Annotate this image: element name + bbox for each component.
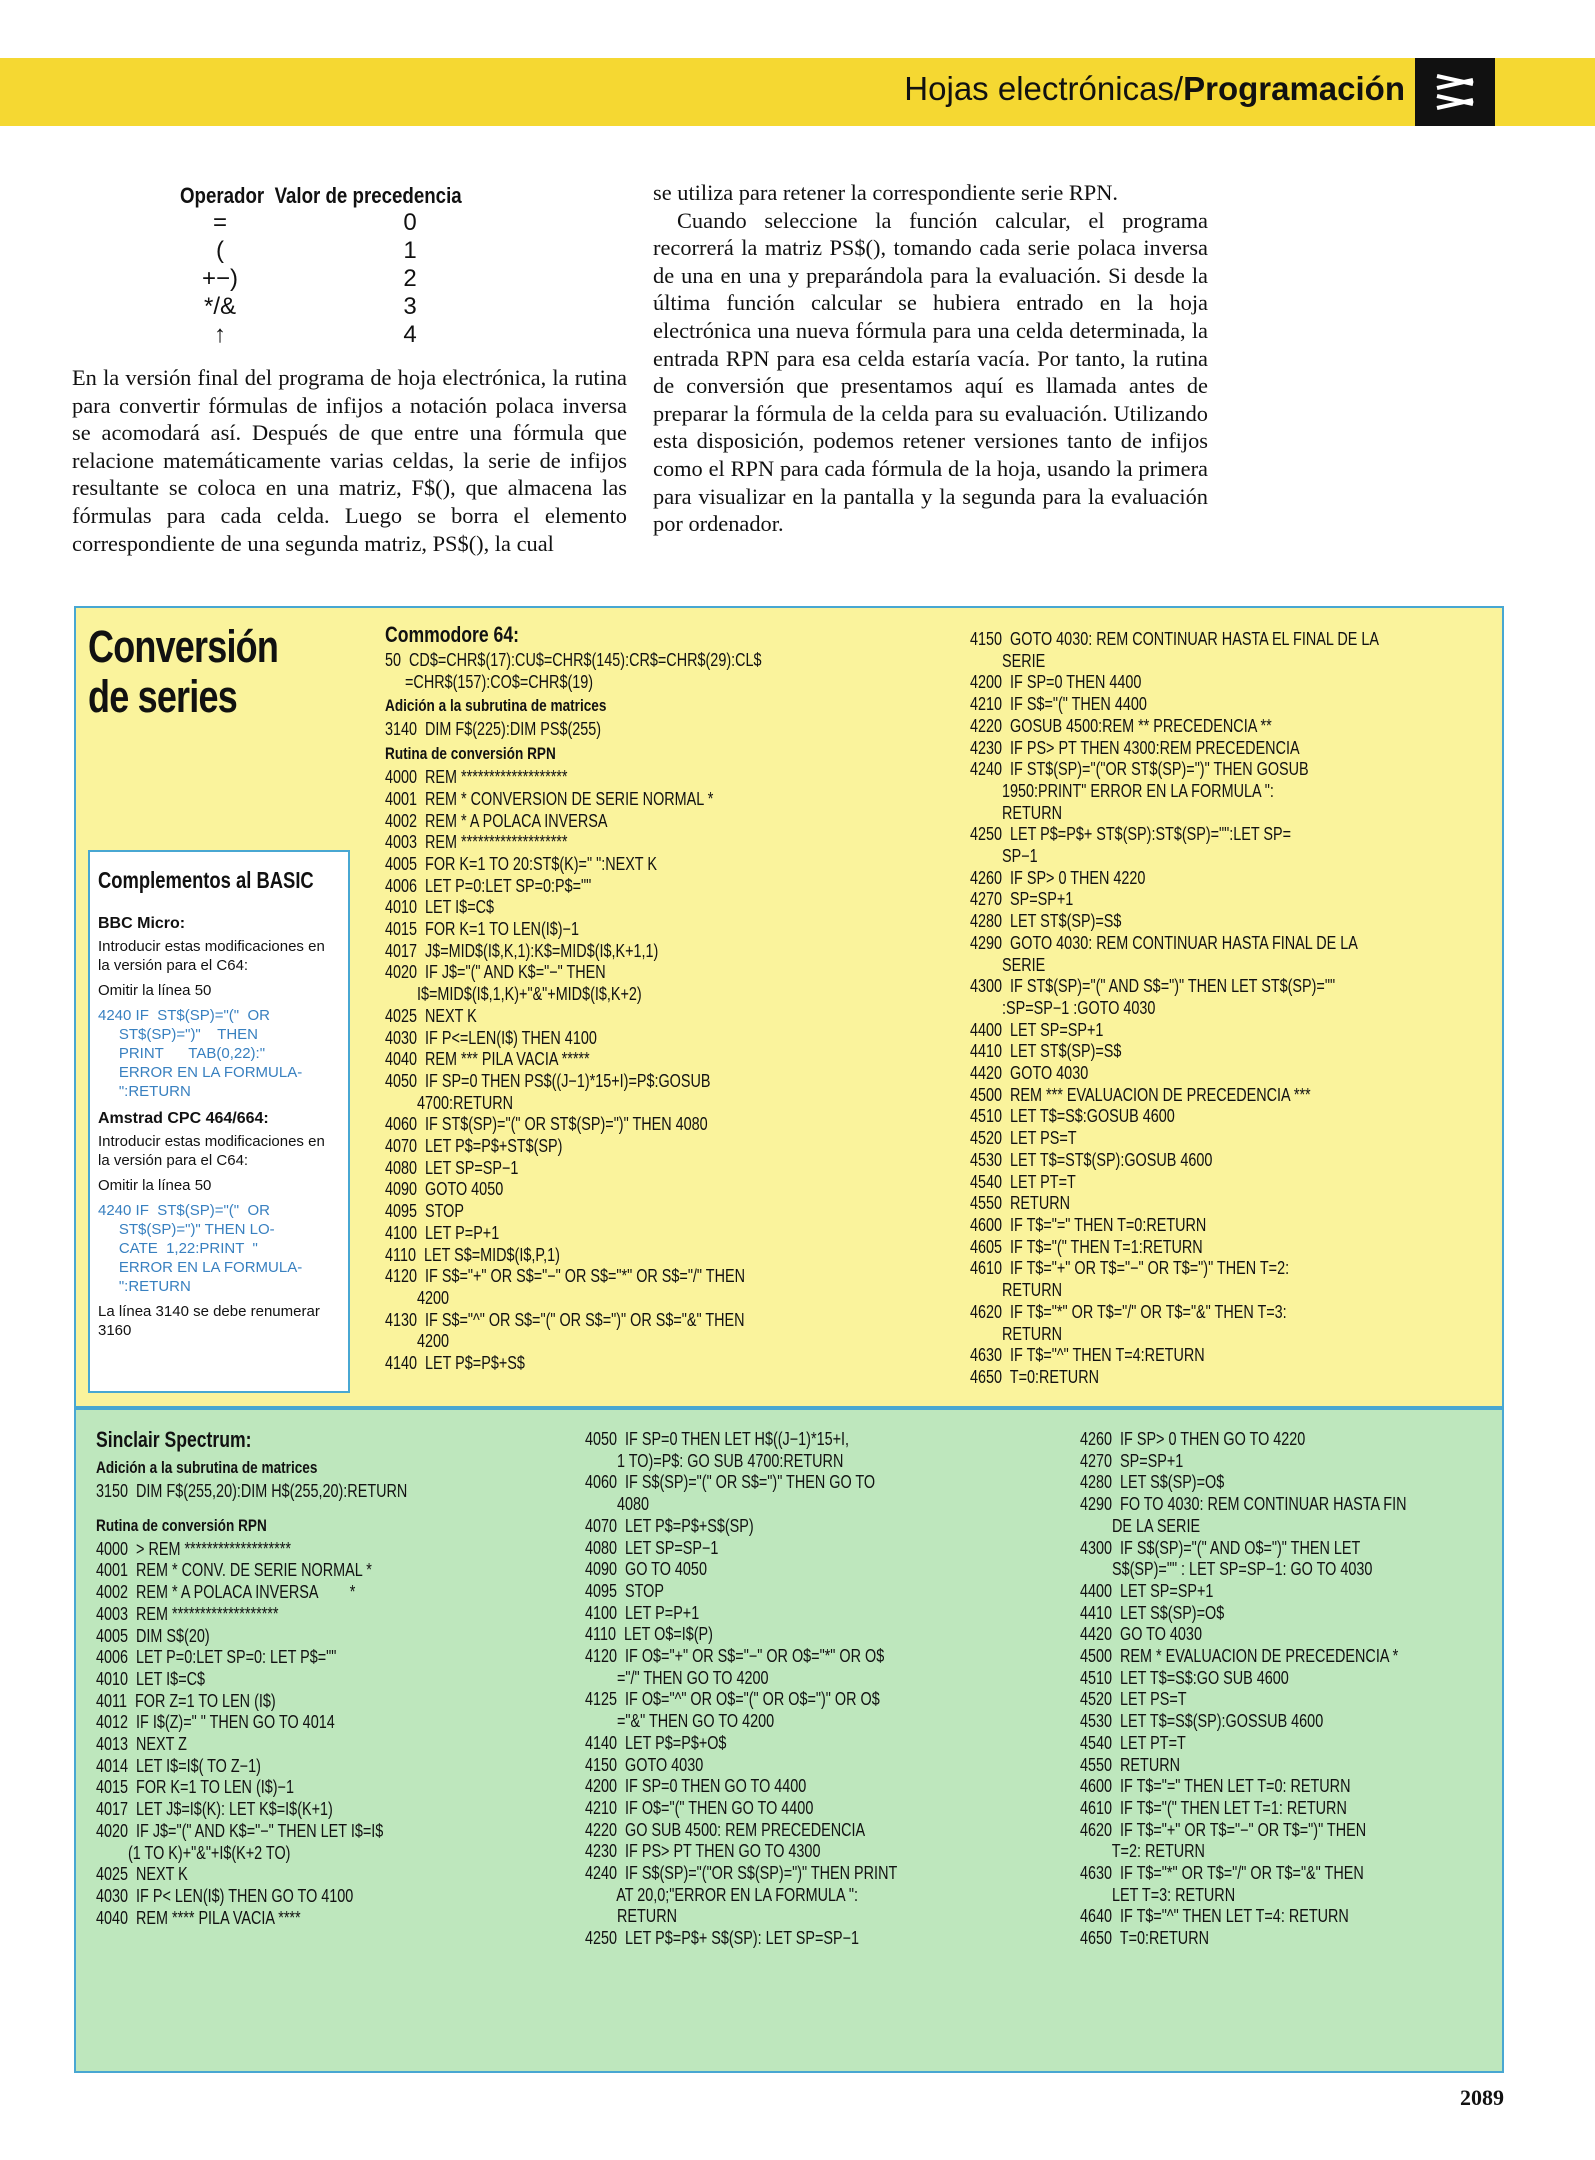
- code-line: 4070 LET P$=P$+ST$(SP): [385, 1136, 563, 1157]
- bbc-code: 4240 IF ST$(SP)="(" OR ST$(SP)=")" THEN PRINT TAB(0,22):" ERROR EN LA FORMULA- ":RETURN: [98, 1007, 303, 1100]
- code-line: ="&" THEN GO TO 4200: [585, 1711, 775, 1732]
- precedence-row: +−) 2: [201, 265, 417, 292]
- c64-rpn-heading: Rutina de conversión RPN: [385, 744, 556, 764]
- code-line: 4040 REM **** PILA VACIA ****: [96, 1907, 301, 1928]
- section-banner: [0, 58, 1595, 126]
- code-line: SP−1: [970, 846, 1038, 867]
- code-line: 4000 > REM *******************: [96, 1538, 291, 1559]
- code-line: 4002 REM * A POLACA INVERSA: [385, 810, 608, 831]
- code-line: 4230 IF PS> PT THEN GO TO 4300: [585, 1841, 821, 1862]
- code-line: 4090 GO TO 4050: [585, 1559, 707, 1580]
- amstrad-code: 4240 IF ST$(SP)="(" OR ST$(SP)=")" THEN LO- CATE 1,22:PRINT " ERROR EN LA FORMULA- ":RETURN: [98, 1202, 303, 1295]
- precedence-row: = 0: [212, 209, 417, 236]
- code-line: SERIE: [970, 650, 1046, 671]
- box-title: Conversión de series: [88, 621, 279, 722]
- body-text-right: se utiliza para retener la correspondiente serie RPN. Cuando seleccione la función calcular, el programa recorrerá la matriz PS$(), tomando cada serie polaca inversa de una en una y preparándola para la evaluación. Si desde la última función calcular se hubiera entrado en la hoja electrónica una nueva fórmula para una celda determinada, la entrada RPN para esa celda estaría vacía. Por tanto, la rutina de conversión que presentamos aquí es llamada antes de preparar la fórmula de la celda para su evaluación. Utilizando esta disposición, podemos retener versiones tanto de infijos como el RPN para cada fórmula de la hoja, usando la primera para visualizar en la pantalla y la segunda para la evaluación por ordenador.: [653, 180, 1208, 537]
- code-lines: [970, 629, 1490, 1389]
- code-line: 4230 IF PS> PT THEN 4300:REM PRECEDENCIA: [970, 737, 1300, 758]
- section-title-part2: Programación: [1183, 70, 1405, 107]
- code-line: 4630 IF T$="*" OR T$="/" OR T$="&" THEN: [1080, 1863, 1364, 1884]
- code-line: 4150 GOTO 4030: [585, 1754, 704, 1775]
- code-line: 4095 STOP: [385, 1201, 464, 1222]
- basic-complements-sidebar: Complementos al BASIC BBC Micro: Introducir estas modificaciones en la versión para el C64: Omitir la línea 50 4240 IF ST$(SP)="(" OR ST$(SP)=")" THEN PRINT TAB(0,22):" ERROR EN LA FORMULA- ":RETURN Amstrad CPC 464/664: Introducir estas modificaciones en la versión para el C64: Omitir la línea 50 4240 IF ST$(SP)="(" OR ST$(SP)=")" THEN LO- CATE 1,22:PRINT " ERROR EN LA FORMULA- ":RETURN La línea 3140 se debe renumerar 3160: [88, 850, 350, 1393]
- code-line: 4270 SP=SP+1: [970, 889, 1074, 910]
- code-line: 4600 IF T$="=" THEN LET T=0: RETURN: [1080, 1776, 1351, 1797]
- code-line: 4030 IF P<=LEN(I$) THEN 4100: [385, 1027, 597, 1048]
- code-line: 4200: [385, 1331, 450, 1352]
- code-line: 4010 LET I$=C$: [96, 1668, 206, 1689]
- code-line: 50 CD$=CHR$(17):CU$=CHR$(145):CR$=CHR$(29):CL$: [385, 650, 762, 670]
- code-line: 4540 LET PT=T: [1080, 1732, 1186, 1753]
- code-line: 4410 LET S$(SP)=O$: [1080, 1602, 1225, 1623]
- code-line: 4250 LET P$=P$+ S$(SP): LET SP=SP−1: [585, 1928, 860, 1949]
- code-line: 4012 IF I$(Z)=" " THEN GO TO 4014: [96, 1712, 335, 1733]
- code-line: 4210 IF O$="(" THEN GO TO 4400: [585, 1797, 814, 1818]
- code-line: 4110 LET O$=I$(P): [585, 1624, 713, 1645]
- code-line: 4017 J$=MID$(I$,K,1):K$=MID$(I$,K+1,1): [385, 940, 659, 961]
- section-title-part1: Hojas electrónicas/: [904, 70, 1184, 107]
- code-line: 3140 DIM F$(225):DIM PS$(255): [385, 719, 602, 740]
- code-line: 4300 IF ST$(SP)="(" AND S$=")" THEN LET ST$(SP)="": [970, 976, 1336, 997]
- code-line: 4100 LET P=P+1: [585, 1602, 700, 1623]
- code-line: 4014 LET I$=I$( TO Z−1): [96, 1755, 261, 1776]
- code-line: =CHR$(157):CO$=CHR$(19): [385, 671, 594, 692]
- code-line: 4605 IF T$="(" THEN T=1:RETURN: [970, 1236, 1203, 1257]
- code-line: 4003 REM *******************: [96, 1603, 279, 1624]
- code-line: I$=MID$(I$,1,K)+"&"+MID$(I$,K+2): [385, 984, 642, 1005]
- code-line: 4040 REM *** PILA VACIA *****: [385, 1049, 590, 1070]
- code-line: 4025 NEXT K: [96, 1864, 188, 1885]
- code-line: 4140 LET P$=P$+O$: [585, 1732, 727, 1753]
- code-line: 4080 LET SP=SP−1: [585, 1537, 719, 1558]
- code-line: 4015 FOR K=1 TO LEN (I$)−1: [96, 1777, 294, 1798]
- code-line: 4090 GOTO 4050: [385, 1179, 504, 1200]
- code-line: 4500 REM *** EVALUACION DE PRECEDENCIA ***: [970, 1084, 1311, 1105]
- c64-matrices-heading: Adición a la subrutina de matrices: [385, 696, 607, 716]
- code-line: RETURN: [970, 802, 1063, 823]
- code-line: 4080: [585, 1494, 650, 1515]
- c64-code-column-1: [385, 620, 945, 1375]
- code-line: 4260 IF SP> 0 THEN 4220: [970, 867, 1146, 888]
- code-line: 4240 IF S$(SP)="("OR S$(SP)=")" THEN PRINT: [585, 1863, 898, 1884]
- body-text-left: En la versión final del programa de hoja electrónica, la rutina para convertir fórmulas de infijos a notación polaca inversa se acomodará así. Después de que entre una fórmula que relacione matemáticamente varias celdas, la serie de infijos resultante se coloca en una matriz, F$(), que almacena las fórmulas para cada celda. Luego se borra el elemento correspondiente de una segunda matriz, PS$(), la cual: [72, 365, 627, 556]
- code-line: 4500 REM * EVALUACION DE PRECEDENCIA *: [1080, 1646, 1399, 1667]
- code-lines: [1080, 1429, 1500, 1950]
- spectrum-matrices-heading: Adición a la subrutina de matrices: [96, 1458, 318, 1477]
- code-line: 4110 LET S$=MID$(I$,P,1): [385, 1244, 560, 1265]
- code-line: 4095 STOP: [585, 1580, 664, 1601]
- code-line: 4420 GOTO 4030: [970, 1063, 1089, 1084]
- code-line: 4002 REM * A POLACA INVERSA *: [96, 1582, 356, 1603]
- code-line: 4240 IF ST$(SP)="("OR ST$(SP)=")" THEN GOSUB: [970, 759, 1309, 780]
- code-line: 4125 IF O$="^" OR O$="(" OR O$=")" OR O$: [585, 1689, 880, 1710]
- code-line: 3150 DIM F$(255,20):DIM H$(255,20):RETURN: [96, 1481, 408, 1501]
- code-line: 4070 LET P$=P$+S$(SP): [585, 1515, 754, 1536]
- code-line: 4520 LET PS=T: [970, 1128, 1077, 1149]
- code-lines: [385, 767, 945, 1375]
- spectrum-code-column-1: [96, 1425, 566, 1929]
- code-line: 4001 REM * CONV. DE SERIE NORMAL *: [96, 1560, 372, 1581]
- code-line: 4220 GO SUB 4500: REM PRECEDENCIA: [585, 1819, 866, 1840]
- code-line: RETURN: [970, 1323, 1063, 1344]
- code-line: 4080 LET SP=SP−1: [385, 1157, 519, 1178]
- precedence-row: ↑ 4: [214, 321, 417, 348]
- precedence-table: [180, 183, 510, 349]
- code-line: 4300 IF S$(SP)="(" AND O$=")" THEN LET: [1080, 1537, 1361, 1558]
- code-line: AT 20,0;"ERROR EN LA FORMULA ":: [585, 1884, 858, 1905]
- code-line: 4006 LET P=0:LET SP=0: LET P$="": [96, 1647, 337, 1668]
- code-line: 4130 IF S$="^" OR S$="(" OR S$=")" OR S$="&" THEN: [385, 1309, 745, 1330]
- code-line: 4005 FOR K=1 TO 20:ST$(K)=" ":NEXT K: [385, 853, 657, 874]
- code-line: SERIE: [970, 954, 1046, 975]
- page-number: 2089: [1460, 2085, 1504, 2110]
- code-line: 4630 IF T$="^" THEN T=4:RETURN: [970, 1345, 1205, 1366]
- code-line: 4060 IF ST$(SP)="(" OR ST$(SP)=")" THEN 4080: [385, 1114, 708, 1135]
- code-line: 4020 IF J$="(" AND K$="−" THEN LET I$=I$: [96, 1820, 384, 1841]
- code-line: 4050 IF SP=0 THEN LET H$((J−1)*15+I,: [585, 1429, 849, 1449]
- code-line: 4001 REM * CONVERSION DE SERIE NORMAL *: [385, 788, 714, 809]
- spectrum-rpn-heading: Rutina de conversión RPN: [96, 1515, 267, 1535]
- code-line: 4650 T=0:RETURN: [970, 1366, 1099, 1387]
- code-line: :SP=SP−1 :GOTO 4030: [970, 997, 1156, 1018]
- code-line: 4620 IF T$="*" OR T$="/" OR T$="&" THEN T=3:: [970, 1301, 1287, 1322]
- code-line: 4600 IF T$="=" THEN T=0:RETURN: [970, 1214, 1207, 1235]
- code-line: 4550 RETURN: [970, 1193, 1071, 1214]
- code-line: 4700:RETURN: [385, 1092, 514, 1113]
- code-line: 4120 IF S$="+" OR S$="−" OR S$="*" OR S$="/" THEN: [385, 1266, 745, 1287]
- section-title: [904, 70, 1405, 108]
- code-line: 4050 IF SP=0 THEN PS$((J−1)*15+I)=P$:GOSUB: [385, 1070, 711, 1091]
- code-line: S$(SP)="" : LET SP=SP−1: GO TO 4030: [1080, 1559, 1373, 1580]
- code-line: 1950:PRINT" ERROR EN LA FORMULA ":: [970, 780, 1274, 801]
- c64-heading: Commodore 64:: [385, 622, 519, 647]
- code-line: 4100 LET P=P+1: [385, 1222, 500, 1243]
- code-line: 4200 IF SP=0 THEN GO TO 4400: [585, 1776, 807, 1797]
- code-line: 4150 GOTO 4030: REM CONTINUAR HASTA EL FINAL DE LA: [970, 629, 1379, 649]
- precedence-row: ( 1: [216, 237, 417, 264]
- code-line: 4400 LET SP=SP+1: [970, 1019, 1104, 1040]
- spectrum-code-column-2: [585, 1429, 1055, 1950]
- code-line: 4520 LET PS=T: [1080, 1689, 1187, 1710]
- code-line: 4003 REM *******************: [385, 832, 568, 853]
- code-line: 4200: [385, 1287, 450, 1308]
- code-line: 4220 GOSUB 4500:REM ** PRECEDENCIA **: [970, 715, 1272, 736]
- code-line: RETURN: [585, 1906, 678, 1927]
- code-lines: [96, 1539, 566, 1930]
- spectrum-code-column-3: [1080, 1429, 1500, 1950]
- code-line: 4290 FO TO 4030: REM CONTINUAR HASTA FIN: [1080, 1494, 1407, 1515]
- code-line: 4510 LET T$=S$:GO SUB 4600: [1080, 1667, 1289, 1688]
- code-line: 4610 IF T$="+" OR T$="−" OR T$=")" THEN T=2:: [970, 1258, 1290, 1279]
- code-line: 4620 IF T$="+" OR T$="−" OR T$=")" THEN: [1080, 1819, 1367, 1840]
- code-line: 4270 SP=SP+1: [1080, 1450, 1184, 1471]
- code-line: 4025 NEXT K: [385, 1005, 477, 1026]
- code-lines: [585, 1429, 1055, 1950]
- code-line: 4280 LET ST$(SP)=S$: [970, 911, 1122, 932]
- renumber-note: La línea 3140 se debe renumerar 3160: [98, 1303, 320, 1339]
- code-line: 4260 IF SP> 0 THEN GO TO 4220: [1080, 1429, 1306, 1449]
- code-line: 4000 REM *******************: [385, 767, 568, 788]
- code-line: 4017 LET J$=I$(K): LET K$=I$(K+1): [96, 1799, 333, 1820]
- code-line: 4030 IF P< LEN(I$) THEN GO TO 4100: [96, 1885, 354, 1906]
- code-line: 4650 T=0:RETURN: [1080, 1928, 1209, 1949]
- code-line: 4530 LET T$=S$(SP):GOSSUB 4600: [1080, 1711, 1324, 1732]
- bbc-heading: BBC Micro:: [98, 915, 186, 932]
- code-line: 4550 RETURN: [1080, 1754, 1181, 1775]
- sidebar-title: Complementos al BASIC: [98, 867, 314, 893]
- precedence-row: */& 3: [203, 293, 417, 320]
- code-line: 4510 LET T$=S$:GOSUB 4600: [970, 1106, 1175, 1127]
- code-line: 4290 GOTO 4030: REM CONTINUAR HASTA FINAL DE LA: [970, 932, 1358, 953]
- precedence-table-header: Operador Valor de precedencia: [180, 183, 462, 208]
- series-logo-icon: [1415, 58, 1495, 126]
- code-line: 4420 GO TO 4030: [1080, 1624, 1202, 1645]
- code-line: 4250 LET P$=P$+ ST$(SP):ST$(SP)="":LET SP=: [970, 824, 1292, 845]
- spectrum-heading: Sinclair Spectrum:: [96, 1427, 252, 1452]
- code-line: 1 TO)=P$: GO SUB 4700:RETURN: [585, 1450, 844, 1471]
- code-line: 4006 LET P=0:LET SP=0:P$="": [385, 875, 592, 896]
- code-line: (1 TO K)+"&"+I$(K+2 TO): [96, 1842, 291, 1863]
- code-line: 4011 FOR Z=1 TO LEN (I$): [96, 1690, 276, 1711]
- code-line: 4640 IF T$="^" THEN LET T=4: RETURN: [1080, 1906, 1349, 1927]
- amstrad-heading: Amstrad CPC 464/664:: [98, 1110, 269, 1127]
- code-line: 4020 IF J$="(" AND K$="−" THEN: [385, 962, 606, 983]
- code-line: 4410 LET ST$(SP)=S$: [970, 1041, 1122, 1062]
- code-line: 4120 IF O$="+" OR S$="−" OR O$="*" OR O$: [585, 1646, 885, 1667]
- code-line: 4060 IF S$(SP)="(" OR S$=")" THEN GO TO: [585, 1472, 876, 1493]
- code-line: LET T=3: RETURN: [1080, 1884, 1236, 1905]
- code-line: 4013 NEXT Z: [96, 1734, 187, 1755]
- code-line: 4530 LET T$=ST$(SP):GOSUB 4600: [970, 1149, 1213, 1170]
- code-line: 4400 LET SP=SP+1: [1080, 1580, 1214, 1601]
- code-line: 4005 DIM S$(20): [96, 1625, 210, 1646]
- code-line: DE LA SERIE: [1080, 1515, 1201, 1536]
- code-line: 4210 IF S$="(" THEN 4400: [970, 694, 1147, 715]
- code-line: RETURN: [970, 1280, 1063, 1301]
- c64-code-column-2: [970, 629, 1490, 1389]
- code-line: 4015 FOR K=1 TO LEN(I$)−1: [385, 919, 579, 940]
- code-line: 4280 LET S$(SP)=O$: [1080, 1472, 1225, 1493]
- code-line: T=2: RETURN: [1080, 1841, 1205, 1862]
- code-line: 4540 LET PT=T: [970, 1171, 1076, 1192]
- code-line: 4610 IF T$="(" THEN LET T=1: RETURN: [1080, 1797, 1347, 1818]
- code-line: 4200 IF SP=0 THEN 4400: [970, 672, 1142, 693]
- code-line: 4140 LET P$=P$+S$: [385, 1353, 525, 1374]
- code-line: ="/" THEN GO TO 4200: [585, 1667, 769, 1688]
- code-line: 4010 LET I$=C$: [385, 897, 495, 918]
